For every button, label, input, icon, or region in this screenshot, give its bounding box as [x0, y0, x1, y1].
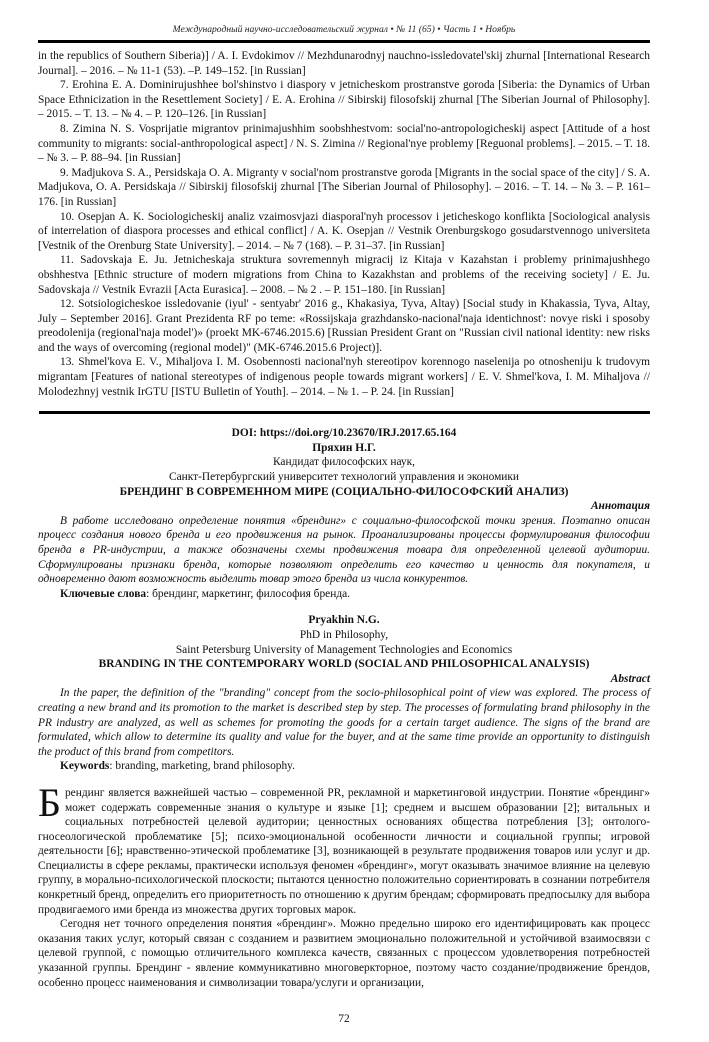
body-paragraph: Сегодня нет точного определения понятия «брендинг». Можно предельно широко его идентифицировать как процесс оказания таких услуг, который связан с созданием и развитием эмоционально положительной и устойчивой взаимосвязи с целевой группой, с помощью отличительного комплекса качеств, связанных с процессом удовлетворения потребностей указанной группы. Брендинг - явление коммуникативно многоверкторное, поэтому часто создание/продвижение брендов, особенно процесс наименования и символизации товара/услуги и организации,: [38, 918, 650, 989]
reference-item: in the republics of Southern Siberia)] / A. I. Evdokimov // Mezhdunarodnyj nauchno-issledovatel'skij zhurnal [International Research Journal]. – 2016. – № 11-1 (53). –P. 149–152. [in Russian]: [38, 50, 650, 77]
reference-item: 12. Sotsiologicheskoe issledovanie (iyul' - sentyabr' 2016 g., Khakasiya, Tyva, Altay) [Social study in Khakassia, Tyva, Altay, July – September 2016]. Grant Prezidenta RF po teme: «Rossijskaja grazhdansko-nacional'naja identichnost': novye riski i sposoby preodolenija (regional'naja model')» (proekt MK-6746.2015.6) [Russian President Grant on "Russian civil national identity: new risks and the ways of overcoming (regional model)" (MK-6746.2015.6 Project)].: [38, 298, 650, 354]
header-rule: [38, 40, 650, 43]
author-affiliation: Saint Petersburg University of Management Technologies and Economics: [175, 643, 513, 656]
keywords-list: : branding, marketing, brand philosophy.: [109, 760, 295, 773]
reference-item: 7. Erohina E. A. Dominirujushhee bol'shinstvo i diaspory v jetnicheskom prostranstve goroda [Siberia: the Dynamics of Urban Space Ethnicization in the Resettlement Society] / E. A. Erohina // Sibirskij filosofskij zhurnal [The Siberian Journal of Philosophy]. – 2015. – T. 13. – № 4. – P. 120–126. [in Russian]: [38, 79, 650, 121]
page-number: 72: [338, 1013, 350, 1026]
author-affiliation: Санкт-Петербургский университет технологий управления и экономики: [168, 471, 519, 484]
article-body: [38, 779, 650, 990]
page: [38, 0, 650, 1042]
keywords: [38, 587, 650, 602]
abstract-label: Аннотация: [590, 500, 650, 513]
author-degree: PhD in Philosophy,: [299, 628, 389, 641]
reference-item: 8. Zimina N. S. Vosprijatie migrantov prinimajushhim soobshhestvom: social'no-antropologicheskij aspect [Attitude of a host community to migrants: social-anthropological aspect] / N. S. Zimina // Regional'nye problemy [Reguonal problems]. – 2015. – T. 18. – № 3. – P. 88–94. [in Russian]: [38, 122, 650, 165]
keywords-label: Keywords: [60, 760, 110, 773]
reference-item: 11. Sadovskaja E. Ju. Jetnicheskaja struktura sovremennyh migracij iz Kitaja v Kazahstan i problemy prinimajushhego obshhestva [Ethnic structure of modern migrations from China to Kazakhstan and problems of the receiving society] / E. Ju. Sadovskaja // Vestnik Evrazii [Acta Eurasica]. – 2008. – № 2 . – P. 151–180. [in Russian]: [38, 254, 650, 296]
keywords-list: : брендинг, маркетинг, философия бренда.: [146, 587, 351, 600]
article-header-en: [38, 613, 650, 774]
body-paragraph-text: рендинг является важнейшей частью – современной PR, рекламной и маркетинговой индустрии. Понятие «брендинг» может содержать современные знания о культуре и языке [1]; среднем и высшем образовании [2]; витальных и социальных потребностей целевой аудитории; ценностных основаниях общества потребления [3]; онтолого-гносеологической проблематике [5]; психо-эмоциональной особенности личности и социальной группы; игровой деятельности [6]; нравственно-этической проблематике [3], возникающей в результате продвижения товаров или услуг и др. Специалисты в сфере рекламы, практически используя феномен «брендинг», могут оказывать значимое влияние на целевую группу, в морально-психологической плоскости; пытаются ценностно положительно сориентировать в сознании потребителя конкретный бренд, определить его приоритетность по отношению к другим брендам; сформировать предпосылку для выбора продвигаемого ими бренда из множества других торговых марок.: [38, 786, 650, 916]
article-header-ru: [38, 426, 650, 601]
keywords-label: Ключевые слова: [60, 587, 147, 600]
keywords: [38, 759, 650, 774]
section-separator: [39, 411, 650, 414]
abstract-text: In the paper, the definition of the "branding" concept from the socio-philosophical point of view was explored. The process of creating a new brand and its promotion to the market is described step by step. The processes of formulating brand philosophy in the PR industry are analyzed, as well as schemes for promoting the goods for a certain target audience. The signs of the brand are formulated, which allow to determine its quality and value for the buyer, and at the same time provide an opportunity to distinguish the product of this brand from competitors.: [38, 687, 650, 758]
running-header: Международный научно-исследовательский журнал • № 11 (65) • Часть 1 • Ноябрь: [172, 24, 516, 35]
author-name: Пряхин Н.Г.: [312, 441, 376, 454]
reference-item: 9. Madjukova S. A., Persidskaja O. A. Migranty v social'nom prostranstve goroda [Migrants in the social space of the city] / S. A. Madjukova, O. A. Persidskaja // Sibirskij filosofskij zhurnal [The Siberian Journal of Philosophy]. – 2016. – T. 14. – № 3. – P. 161–176. [in Russian]: [38, 166, 650, 208]
reference-item: 13. Shmel'kova E. V., Mihaljova I. M. Osobennosti nacional'nyh stereotipov korennogo naselenija po otnosheniju k trudovym migrantam [Features of national stereotypes of indigenous people towards migrant workers] / E. V. Shmel'kova, I. M. Mihaljova // Molodezhnyj vestnik IrGTU [ISTU Bulletin of Youth]. – 2014. – № 1. – P. 24. [in Russian]: [38, 356, 650, 398]
abstract-label: Abstract: [610, 672, 650, 685]
doi[interactable]: DOI: https://doi.org/10.23670/IRJ.2017.65.164: [231, 427, 457, 440]
author-name: Pryakhin N.G.: [308, 614, 380, 627]
author-degree: Кандидат философских наук,: [272, 456, 416, 469]
drop-cap: Б: [38, 779, 61, 825]
reference-item: 10. Osepjan A. K. Sociologicheskij analiz vzaimosvjazi diasporal'nyh processov i jeticheskogo konflikta [Sociological analysis of interrelation of diaspora processes and ethical conflict] / A. K. Osepjan // Vestnik Orenburgskogo gosudarstvennogo universiteta [Vestnik of the Orenburg State University]. – 2014. – № 7 (168). – P. 31–37. [in Russian]: [38, 210, 650, 252]
article-title: BRANDING IN THE CONTEMPORARY WORLD (SOCIAL AND PHILOSOPHICAL ANALYSIS): [98, 658, 590, 671]
body-paragraph: [38, 779, 650, 917]
article-title: БРЕНДИНГ В СОВРЕМЕННОМ МИРЕ (СОЦИАЛЬНО-ФИЛОСОФСКИЙ АНАЛИЗ): [119, 485, 569, 498]
abstract-text: В работе исследовано определение понятия «брендинг» с социально-философской точки зрения. Поэтапно описан процесс создания нового бренда и его продвижения на рынок. Проанализированы процессы формулирования философии бренда в PR-индустрии, а также обозначены схемы продвижения товара для определенной целевой аудитории. Сформулированы признаки бренда, которые позволяют определить его качество и ценность для покупателя, и одновременно дают возможность выделить товар этого бренда из числа конкурентов.: [38, 514, 650, 586]
references-list: [38, 49, 650, 399]
